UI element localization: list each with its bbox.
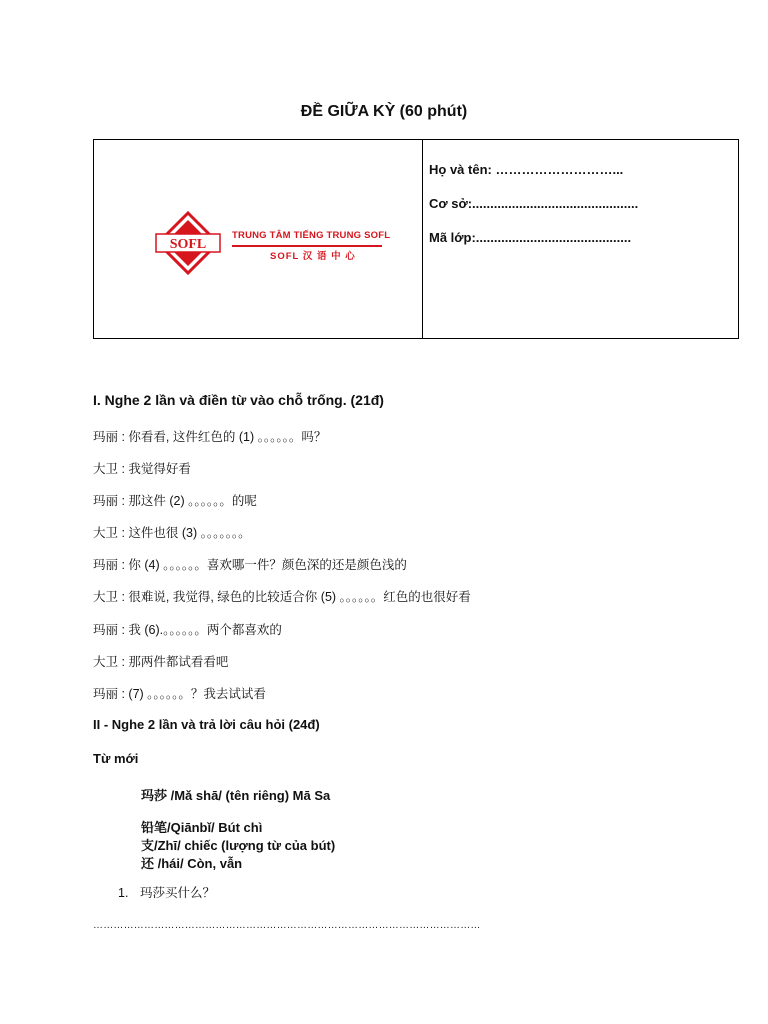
answer-line[interactable]: …………………………………………………………………………………………………… <box>93 920 481 931</box>
vocab-item: 支/Zhī/ chiếc (lượng từ của bút) <box>141 838 336 853</box>
student-info-cell <box>423 140 738 338</box>
name-field[interactable]: Họ và tên: ………………………... <box>429 162 624 177</box>
dialog-line: 玛丽 : 你 (4) 。。。。。。喜欢哪一件？颜色深的还是颜色浅的 <box>93 558 407 572</box>
question-number: 1. <box>118 886 129 900</box>
vocab-item: 铅笔/Qiānbǐ/ Bút chì <box>141 820 263 835</box>
vocab-item: 还 /hái/ Còn, vẫn <box>141 856 243 871</box>
class-code-field[interactable]: Mã lớp:........................................... <box>429 230 632 245</box>
page-title: ĐỀ GIỮA KỲ (60 phút) <box>300 103 468 120</box>
question-text: 玛莎买什么？ <box>140 886 216 900</box>
dialog-line: 大卫 : 很难说, 我觉得, 绿色的比较适合你 (5) 。。。。。。红色的也很好看 <box>93 590 471 604</box>
section1-heading: I. Nghe 2 lần và điền từ vào chỗ trống. (21đ) <box>93 392 384 408</box>
dialog-line: 大卫 : 那两件都试看看吧 <box>93 655 229 669</box>
logo-text-line1: TRUNG TÂM TIẾNG TRUNG SOFL <box>232 230 391 241</box>
dialog-line: 大卫 : 这件也很 (3) 。。。。。。。 <box>93 526 251 540</box>
campus-field[interactable]: Cơ sở:.............................................. <box>429 196 639 211</box>
header-table <box>93 139 739 339</box>
section2-heading: II - Nghe 2 lần và trả lời câu hỏi (24đ) <box>93 717 320 732</box>
dialog-line: 玛丽 : 你看看, 这件红色的 (1) 。。。。。。吗？ <box>93 430 327 444</box>
new-words-label: Từ mới <box>93 751 139 766</box>
question-item <box>118 883 215 901</box>
sofl-logo <box>154 211 394 275</box>
logo-cell <box>94 140 423 338</box>
dialog-line: 玛丽 : 我 (6).。。。。。。两个都喜欢的 <box>93 623 282 637</box>
logo-divider <box>232 245 382 247</box>
dialog-line: 玛丽 : 那这件 (2) 。。。。。。的呢 <box>93 494 257 508</box>
dialog-line: 大卫 : 我觉得好看 <box>93 462 191 476</box>
vocab-item: 玛莎 /Mǎ shā/ (tên riêng) Mā Sa <box>141 788 331 803</box>
logo-text-line2: SOFL 汉 语 中 心 <box>270 251 356 262</box>
sofl-logo-icon <box>154 211 222 275</box>
logo-mark-text: SOFL <box>169 237 207 252</box>
dialog-line: 玛丽 : (7) 。。。。。。？我去试试看 <box>93 687 266 701</box>
